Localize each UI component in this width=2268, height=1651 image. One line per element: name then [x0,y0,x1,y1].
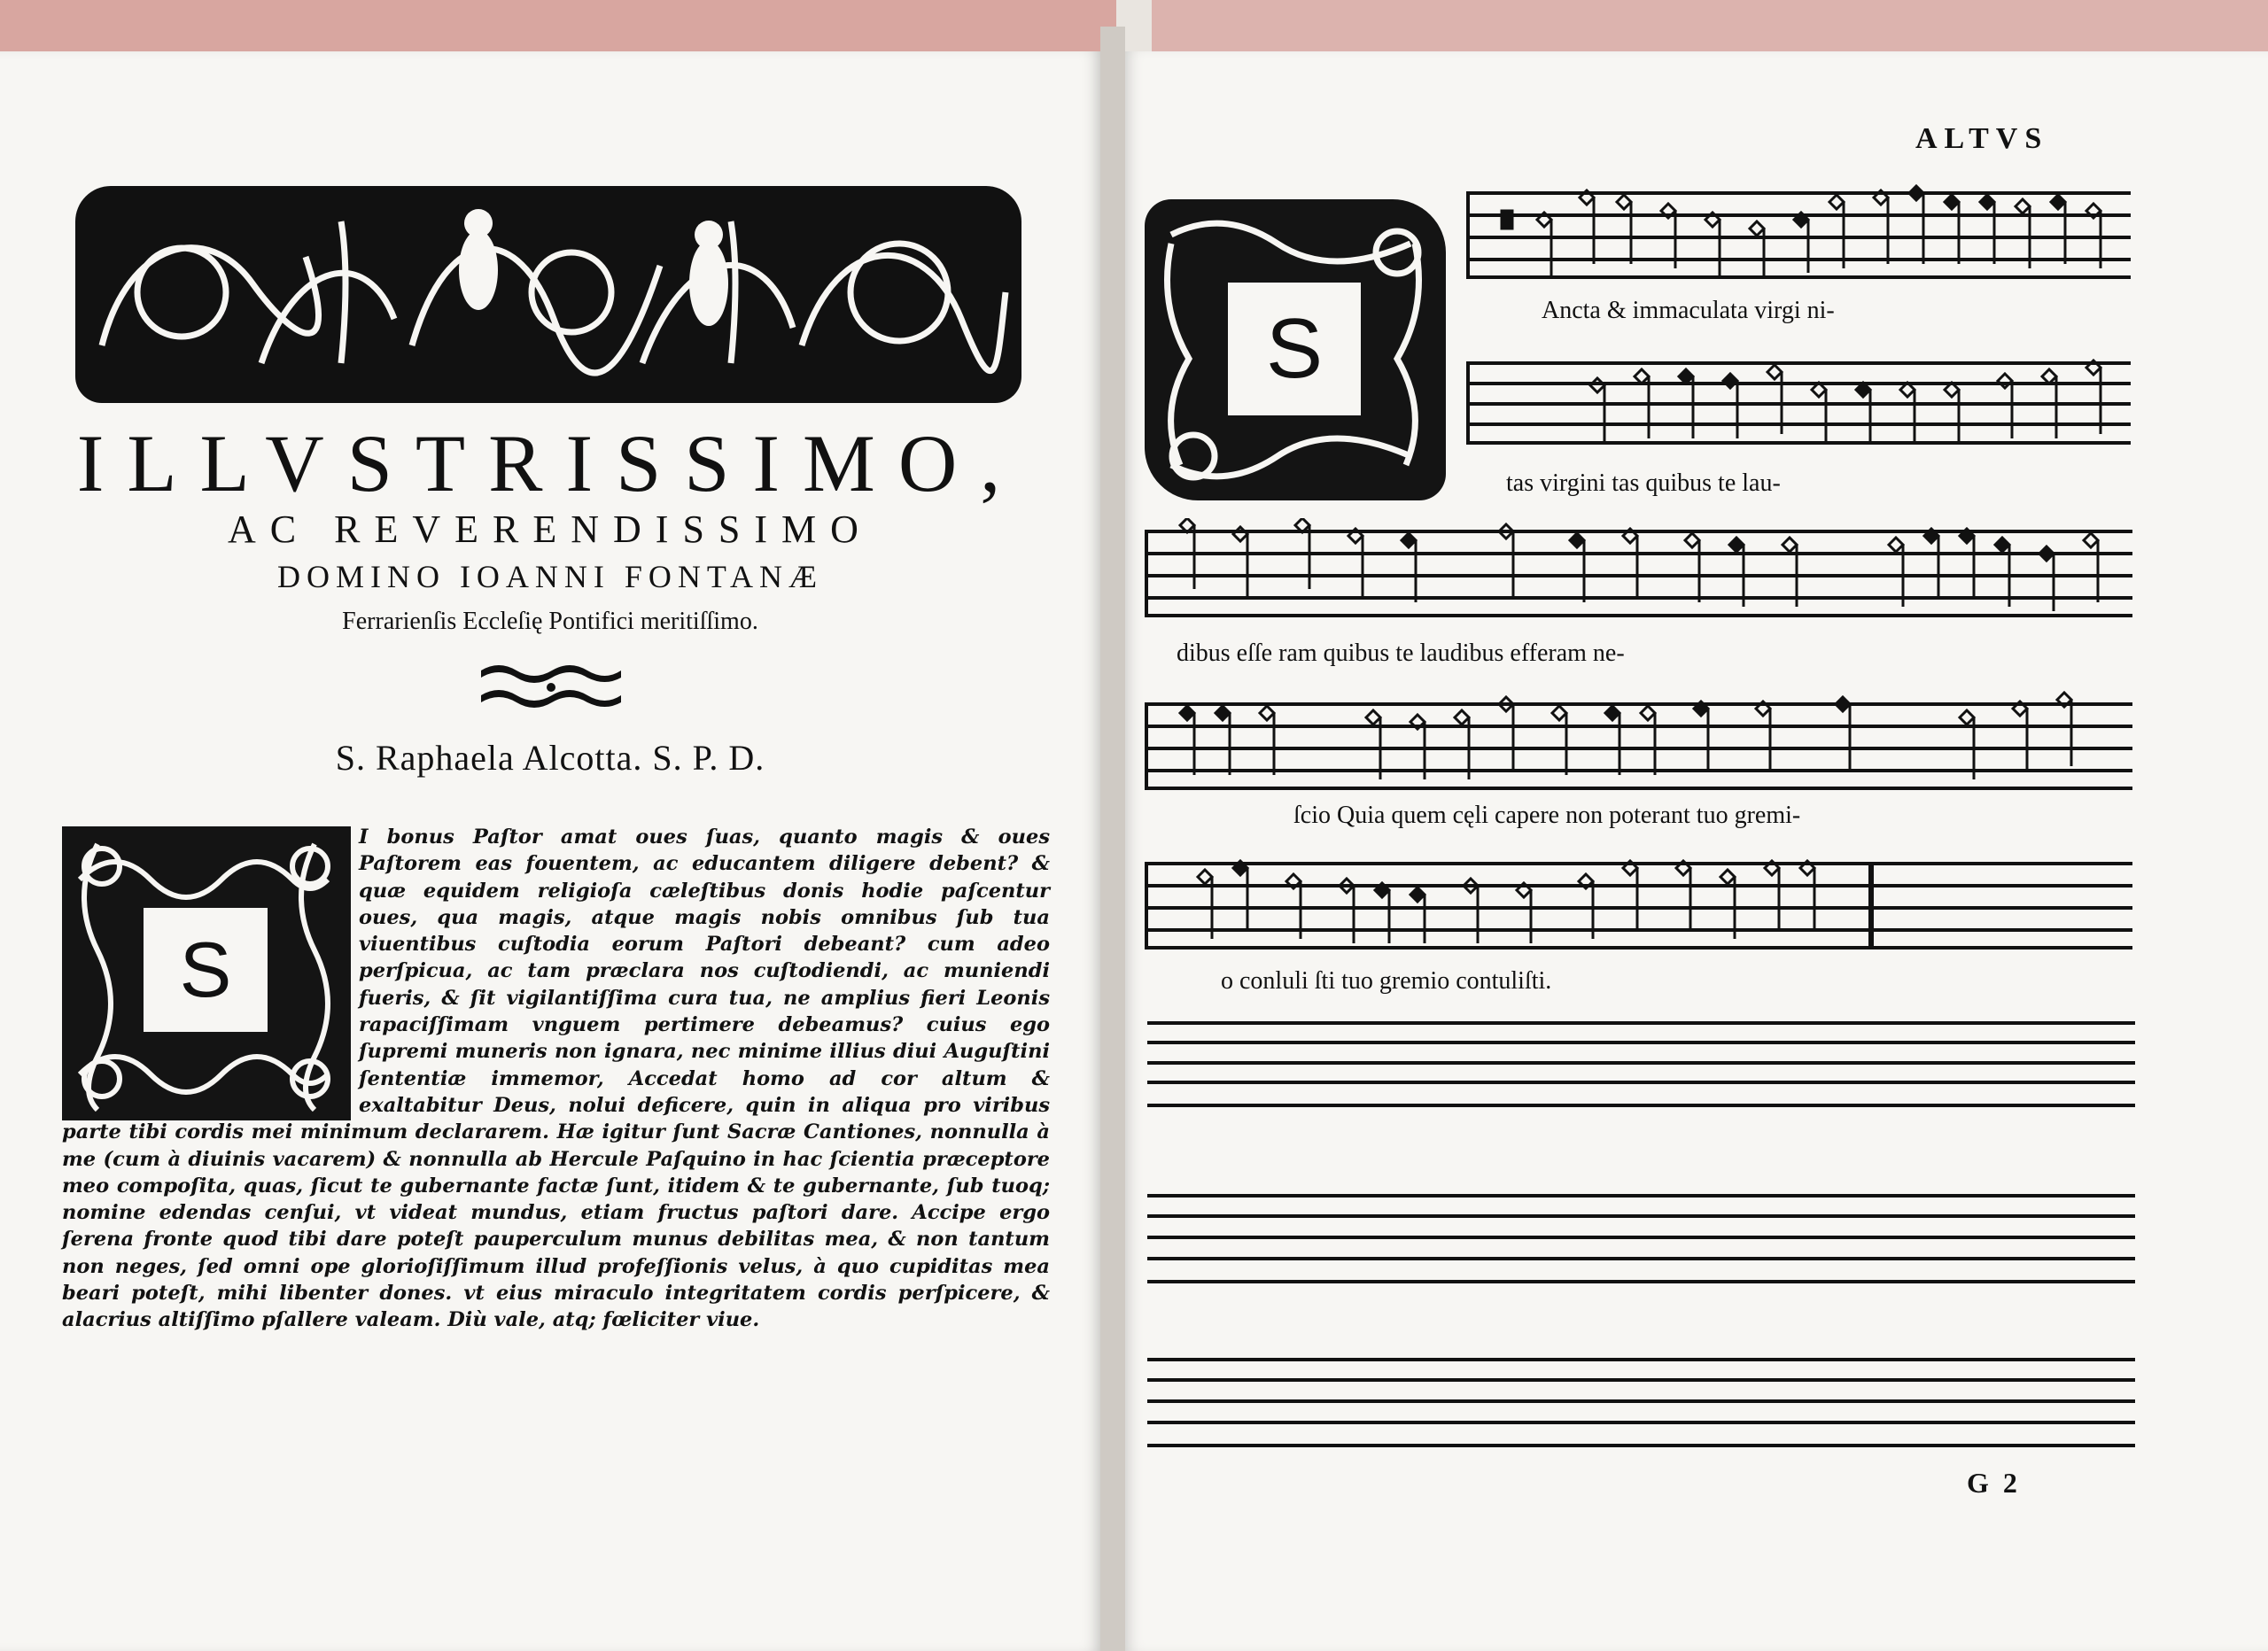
decorated-initial-music [1145,199,1446,500]
empty-staff-2 [1147,1191,2135,1289]
music-staff-5 [1145,850,2132,952]
empty-staff-1 [1147,1019,2135,1112]
dedication-line-3: DOMINO IOANNI FONTANÆ [276,559,824,594]
lyric-line-4: ſcio Quia quem cęli capere non poterant tuo gremi- [1293,802,1801,829]
signature-mark: G 2 [1967,1467,2021,1499]
music-staff-3 [1145,518,2132,620]
lyric-line-5: o conluli ſti tuo gremio contuliſti. [1221,967,1552,995]
book-edge-right [1152,0,2268,51]
music-staff-4 [1145,691,2132,793]
initial-letter-music: S [1224,279,1364,419]
music-staff-1 [1466,184,2131,282]
lyric-line-3: dibus eſſe ram quibus te laudibus efferam ne- [1177,639,1625,667]
initial-spacer [62,824,359,1116]
lyric-line-1: Ancta & immaculata virgi ni- [1542,297,1835,324]
dedication-line-2: AC REVERENDISSIMO [228,508,873,551]
dedication-title: ILLVSTRISSIMO, [76,418,1024,508]
empty-staff-3 [1147,1355,2135,1453]
fleuron-ornament [477,660,625,715]
ornamental-headpiece [75,186,1021,403]
voice-part-label: ALTVS [1915,122,2049,155]
dedication-paragraph: I bonus Paſtor amat oues ſuas, quanto magis & oues Paſtorem eas fouentem, ac educantem diligere debent? & quæ equidem religioſa cæleſtibus donis hodie paſcentur oues, qua magis, atque magis nobis omnibus ſub tua viuentibus cuſtodia eorum Paſtori debeant? cum adeo perſpicua, ac tam præclara nos cuſtodiendi, ac muniendi fueris, & ſit vigilantiſſima cura tua, ne amplius fieri Leonis rapaciſſimam vnguem pertimere debeamus? cuius ego ſupremi muneris non ignara, nec minime illius diui Auguſtini ſententiæ immemor, Accedat homo ad cor altum & exaltabitur Deus, nolui deficere, quin in aliqua pro viribus parte tibi cordis mei minimum declararem. Hæ igitur ſunt Sacræ Cantiones, nonnulla à me (cum à diuinis vacarem) & nonnulla ab Hercule Paſquino in hac ſcientia præceptore meo compoſita, quas, ſicut te gubernante factæ ſunt, itidem & te gubernante, ſub tuoq; nomine edendas cenſui, vt videat mundus, etiam fructus paſtori dare. Accipe ergo ſerena fronte quod tibi dare poteſt pauperculum munus debilitas mea, & non tantum non neges, ſed omni ope glorioſiſſimum illud profeſſionis velus, à quo cupiditas mea beari poteſt, mihi libenter dones. vt eius miraculo integritatem cordis perſpicere, & alacrius altiſſimo pſallere valeam. Diù vale, atq; fœliciter viue. [62,826,1050,1332]
salutation: S. Raphaela Alcotta. S. P. D. [335,738,765,778]
book-edge-left [0,0,1116,51]
initial-letter: S [140,904,271,1035]
lyric-line-2: tas virgini tas quibus te lau- [1506,469,1781,497]
dedication-line-4: Ferrarienſis Eccleſię Pontifici meritiſſimo. [342,608,758,635]
book-gutter [1100,27,1125,1651]
music-staff-2 [1466,354,2131,447]
dedication-body [62,824,1050,1334]
